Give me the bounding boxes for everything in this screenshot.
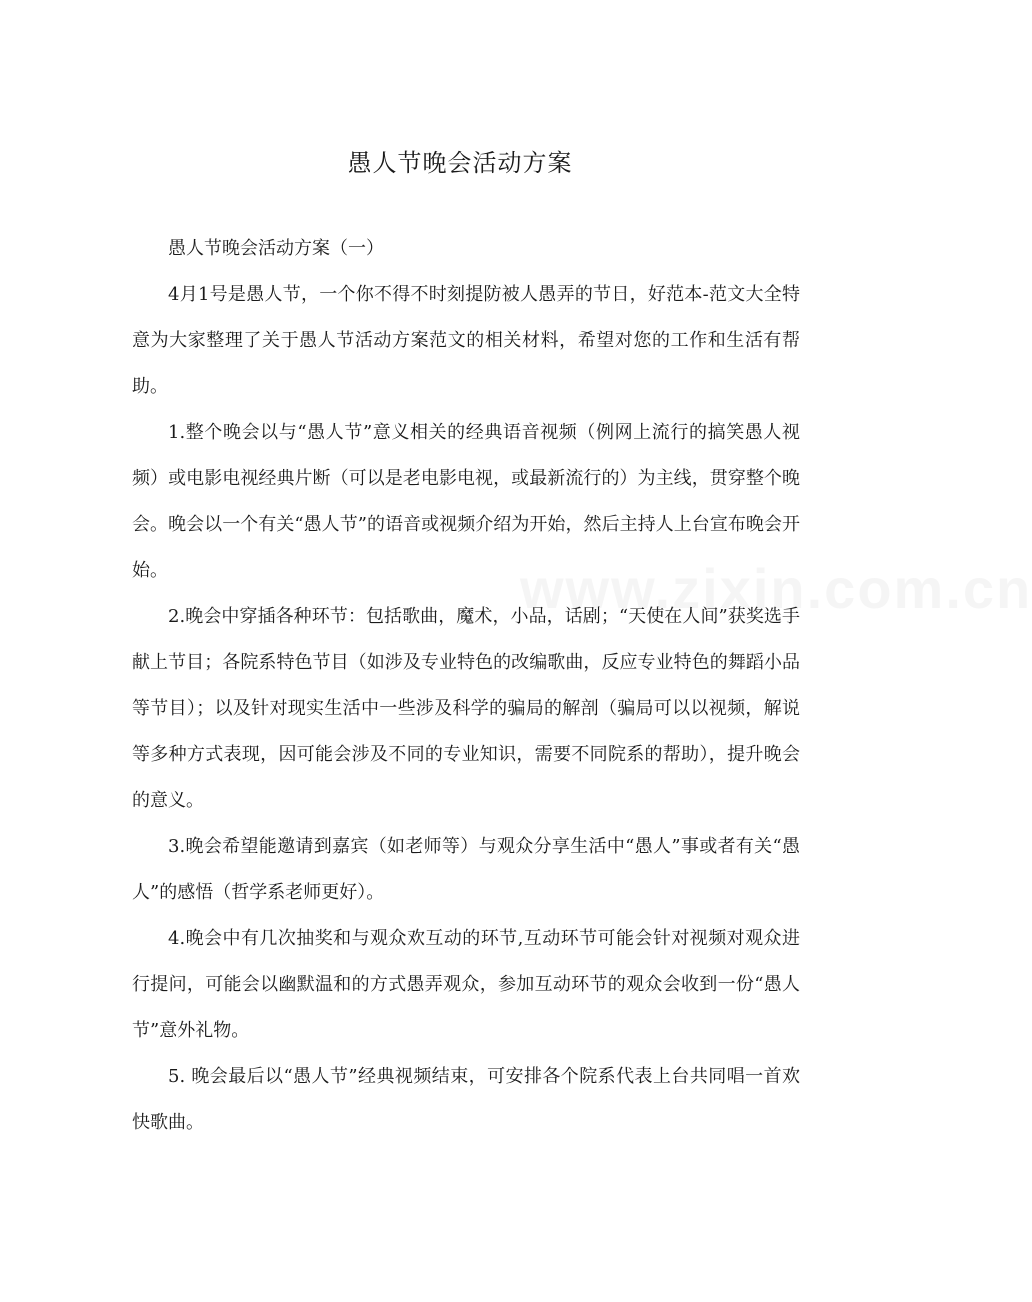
item-paragraph-4: 4.晚会中有几次抽奖和与观众欢互动的环节,互动环节可能会针对视频对观众进行提问，可能会以幽默温和的方式愚弄观众，参加互动环节的观众会收到一份“愚人节”意外礼物。 bbox=[132, 928, 800, 1041]
item-paragraph-3: 3.晚会希望能邀请到嘉宾（如老师等）与观众分享生活中“愚人”事或者有关“愚人”的感悟（哲学系老师更好）。 bbox=[132, 836, 800, 903]
section-heading: 愚人节晚会活动方案（一） bbox=[168, 238, 384, 259]
item-paragraph-5: 5. 晚会最后以“愚人节”经典视频结束，可安排各个院系代表上台共同唱一首欢快歌曲。 bbox=[132, 1066, 800, 1133]
item-paragraph-1: 1.整个晚会以与“愚人节”意义相关的经典语音视频（例网上流行的搞笑愚人视频）或电影电视经典片断（可以是老电影电视，或最新流行的）为主线，贯穿整个晚会。晚会以一个有关“愚人节”的语音或视频介绍为开始，然后主持人上台宣布晚会开始。 bbox=[132, 422, 800, 581]
item-paragraph-2: 2.晚会中穿插各种环节：包括歌曲，魔术，小品，话剧；“天使在人间”获奖选手献上节目；各院系特色节目（如涉及专业特色的改编歌曲，反应专业特色的舞蹈小品等节目）；以及针对现实生活中一些涉及科学的骗局的解剖（骗局可以以视频，解说等多种方式表现，因可能会涉及不同的专业知识，需要不同院系的帮助），提升晚会的意义。 bbox=[132, 606, 800, 811]
document-body bbox=[132, 226, 800, 1146]
intro-paragraph: 4月1号是愚人节，一个你不得不时刻提防被人愚弄的节日，好范本-范文大全特意为大家整理了关于愚人节活动方案范文的相关材料，希望对您的工作和生活有帮助。 bbox=[132, 284, 800, 397]
document-title: 愚人节晚会活动方案 bbox=[347, 149, 573, 177]
watermark: www.zixin.com.cn bbox=[520, 557, 1032, 620]
